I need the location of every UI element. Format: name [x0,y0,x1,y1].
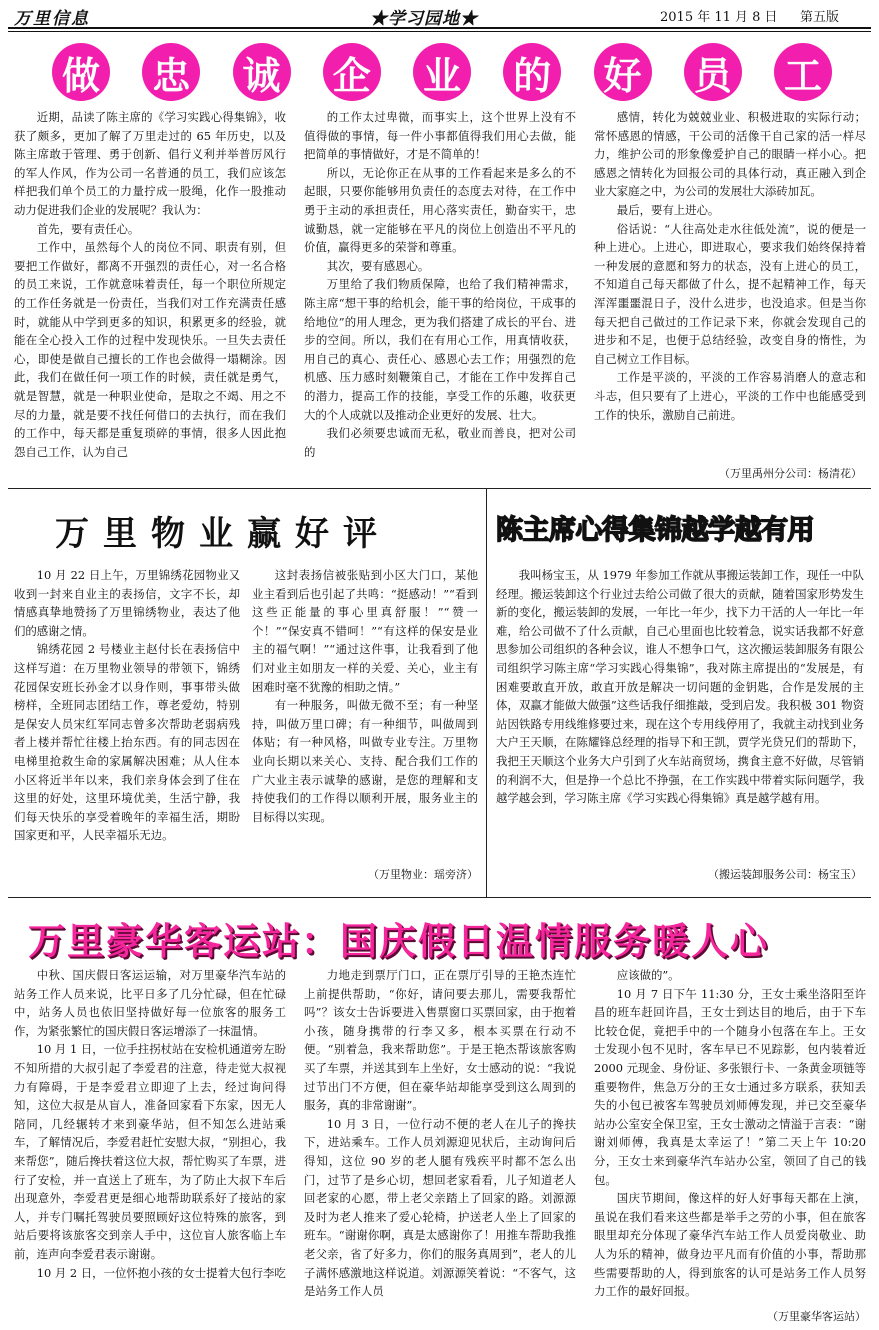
article1-col-2 [304,108,576,458]
paragraph: 国庆节期间，像这样的好人好事每天都在上演，虽说在我们看来这些都是举手之劳的小事，但在旅客眼里却充分体现了豪华汽车站工作人员爱岗敬业、助人为乐的精神，做身边平凡而有价值的小事，帮助那些需要帮助的人，得到旅客的认可是站务工作人员努力工作的最好回报。 [594,1191,866,1299]
paragraph: 锦绣花园 2 号楼业主赵付长在表扬信中这样写道：在万里物业领导的带领下，锦绣花园保安班长孙金才以身作则，事事带头做榜样，全班同志团结工作，尊老爱幼，特别是保安人员宋红军同志曾多次帮助老弱病残者上楼并帮忙往楼上抬东西。有的同志因在电梯里抢救生命的家属解决困难；从人住本小区将近半年以来，我们亲身体会到了住在这里的好处，这里环境优美，生活宁静，我们每天快乐的享受着晚年的幸福生活，期盼国家更和平，人民幸福乐无边。 [14,642,240,843]
paragraph: 工作是平淡的，平淡的工作容易消磨人的意志和斗志，但只要有了上进心，平淡的工作中也能感受到工作的快乐，激励自己前进。 [594,370,866,422]
paragraph: 力地走到票厅门口，正在票厅引导的王艳杰连忙上前提供帮助，“你好，请问要去那儿，需要我帮忙吗”？该女士告诉要进入售票窗口买票回家，由于抱着小孩，随身携带的行李又多，根本买票在行动不便。“别着急，我来帮助您”。于是王艳杰帮该旅客购买了车票，并送其到车上坐好，女士感动的说：“我说过节出门不方便，但在豪华站却能享受到这么周到的服务，真的非常谢谢”。 [304,968,576,1113]
paragraph: 最后，要有上进心。 [616,202,720,217]
paragraph: 首先，要有责任心。 [36,221,140,236]
section-title: ★学习园地★ [370,9,478,29]
header-rule-thin [8,31,871,32]
paragraph: 工作中，虽然每个人的岗位不同、职责有别，但要把工作做好，都离不开强烈的责任心，对一名合格的员工来说，工作就意味着责任，每一个职位所规定的工作任务就是一份责任，当我们对工作充满责任感时，就能从中学到更多的知识，积累更多的经验，就能在全心投入工作的过程中发现快乐。一旦失去责任心，即使是做自己擅长的工作也会做得一塌糊涂。因此，我们在做任何一项工作的时候，责任就是勇气，就是智慧，就是一种职业使命，是取之不竭、用之不尽的力量，就是要不找任何借口的去执行，而在我们的工作中，每天都是重复琐碎的事情，很多人因此抱怨自己工作，认为自己 [14,240,286,458]
title-char: 工 [774,43,832,101]
divider [486,488,487,898]
paragraph: 中秋、国庆假日客运运输，对万里豪华汽车站的站务工作人员来说，比平日多了几分忙碌，但在忙碌中，站务人员也依旧坚持做好每一位旅客的服务工作，为紧张繁忙的国庆假日客运增添了一抹温情。 [14,968,286,1038]
masthead: 万里信息 [14,9,90,29]
divider [8,897,871,898]
paragraph: 有一种服务，叫做无微不至；有一种坚持，叫做万里口碑；有一种细节，叫做周到体贴；有一种风格，叫做专业专注。万里物业向长期以来关心、支持、配合我们工作的广大业主表示诚挚的感谢，是您的理解和支持使我们的工作得以顺利开展，服务业主的目标得以实现。 [252,698,478,824]
paragraph: 这封表扬信被张贴到小区大门口，某他业主看到后也引起了共鸣：“挺感动！”“看到这些正能量的事心里真舒服！”“赞一个！”“保安真不错呵！”“有这样的保安是业主的福气啊！”“通过这件事，让我看到了他们对业主如朋友一样的关爱、关心，业主有困难时毫不犹豫的相助之情。” [252,568,478,694]
title-char: 业 [413,43,471,101]
article4-col-3 [594,966,866,1304]
paragraph: 感情，转化为兢兢业业、积极进取的实际行动；常怀感恩的情感，干公司的活像干自己家的活一样尽力，维护公司的形象像爱护自己的眼睛一样小心。把感恩之情转化为回报公司的具体行动，真正融入到企业大家庭之中，为公司的发展壮大添砖加瓦。 [594,110,866,199]
title-char: 企 [323,43,381,101]
page-header [0,0,879,28]
article4-byline: （万里豪华客运站） [767,1310,866,1323]
paragraph: 10 月 1 日，一位手拄拐杖站在安检机通道旁左盼不知所措的大叔引起了李爱君的注意，待走觉大叔视力有障碍，于是李爱君立即迎了上去，经过询问得知，这位大叔是从盲人，准备回家看下东家，因无人陪同，几经辗转才来到豪华站，但不知怎么进站乘车，了解情况后，李爱君赶忙安慰大叔，“别担心，我来帮您”，随后搀扶着这位大叔，帮忙购买了车票，进行了安检，并一直送上了班车，为了防止大叔下车后出现意外，李爱君更是细心地帮助联系好了接站的家人，并专门嘱托驾驶员要照顾好这位特殊的旅客，到站后要将该旅客交到亲人手中，这位盲人旅客临上车前，连声向李爱君表示谢谢。 [14,1042,286,1261]
article3-body [496,566,864,858]
title-char: 做 [52,43,110,101]
paragraph: 我叫杨宝玉，从 1979 年参加工作就从事搬运装卸工作，现任一中队经理。搬运装卸这个行业过去给公司做了很大的贡献，随着国家形势发生新的变化，搬运装卸的发展，一年比一年少，找下力干活的人一年比一年难，给公司做不了什么贡献，自己心里面也比较着急，说实话我都不好意思参加公司组织的各种会议，谁人不想争口气，这次搬运装卸服务有限公司组织学习陈主席“学习实践心得集锦”，我对陈主席提出的“发展是，有困难要敢直开放，敢直开放是解决一切问题的金钥匙，合作是发展的主体，双赢才能做大做强”这些话我仔细推敲，受到启发。我积极 301 物资站因铁路专用线维修要过来，现在这个专用线停用了，我就主动找到业务大户王天顺，在陈耀锋总经理的指导下和王凯，贾学光贷兄们的帮助下，我把王天顺这个业务大户引到了火车站商贸场，携食主意不好做，尽管销的利润不大，但是挣一个总比不挣强，在工作实践中带着实际问题学，我越学越会到，学习陈主席《学习实践心得集锦》真是越学越有用。 [496,568,864,806]
issue-date: 2015 年 11 月 8 日 [660,10,778,25]
paragraph: 10 月 2 日，一位怀抱小孩的女士提着大包行李吃 [36,1265,286,1280]
paragraph: 我们必须要忠诚而无私，敬业而善良，把对公司的 [304,426,576,458]
article4-col-2 [304,966,576,1322]
paragraph: 应该做的”。 [616,968,680,982]
paragraph: 10 月 22 日上午，万里锦绣花园物业又收到一封来自业主的表扬信，文字不长，却情感真挚地赞扬了万里锦绣物业，表达了他们的感谢之情。 [14,568,240,638]
article4-col-1 [14,966,286,1322]
article3-byline: （搬运装卸服务公司：杨宝玉） [708,868,862,881]
article1-col-1 [14,108,286,458]
paragraph: 俗话说：“人往高处走水往低处流”，说的便是一种上进心。上进心，即进取心，要求我们始终保持着一种发展的意愿和努力的状态，没有上进心的员工，不知道自己每天都做了什么，提不起精神工作，每天浑浑噩噩混日子，没什么进步，也没追求。但是当你每天把自己做过的工作记录下来，你就会发现自己的进步和不足，也便于总结经验，改变自身的惰性，为自己树立工作目标。 [594,221,866,366]
paragraph: 的工作太过卑微，而事实上，这个世界上没有不值得做的事情，每一件小事都值得我们用心去做，能把简单的事情做好，才是不简单的！ [304,110,576,162]
article2-title: 万里物业赢好评 [55,514,391,554]
article4-title: 万里豪华客运站：国庆假日温情服务暖人心 [28,920,769,963]
title-char: 好 [594,43,652,101]
page-number: 第五版 [800,10,840,25]
article1-body [14,108,866,458]
article2-col-1 [14,566,240,866]
article3-text [496,566,864,858]
article4-body [14,966,866,1322]
paragraph: 其次，要有感恩心。 [326,258,430,273]
article2-byline: （万里物业：瑶旁济） [368,868,478,881]
title-char: 的 [503,43,561,101]
header-rule [8,27,871,29]
article1-title [52,42,832,102]
divider [8,488,871,489]
paragraph: 近期，品读了陈主席的《学习实践心得集锦》，收获了颇多，更加了解了万里走过的 65 年历史，以及陈主席敢于管理、勇于创新、倡行义利并举普厉风行的军人作风，作为公司一名普通的员工，我们应该怎样把我们单个员工的力量拧成一股绳，化作一股推动动力促进我们企业的发展呢？我认为： [14,110,286,217]
title-char: 诚 [233,43,291,101]
title-char: 员 [684,43,742,101]
paragraph: 10 月 7 日下午 11:30 分，王女士乘坐洛阳至许昌的班车赶回许昌，王女士到达目的地后，由于下车比较仓促，竟把手中的一个随身小包落在车上。王女士发现小包不见时，客车早已不见踪影，包内装着近 2000 元现金、身份证、多张银行卡、一条黄金项链等重要物件，焦急万分的王女士通过多方联系，获知丢失的小包已被客车驾驶员刘师傅发现，并已交至豪华站办公室安全保卫室，王女士激动之情溢于言表：“谢谢刘师傅，我真是太幸运了！”第二天上午 10:20 分，王女士来到豪华汽车站办公室，领回了自己的钱包。 [594,986,866,1187]
article2-col-2 [252,566,478,866]
article3-title: 陈主席心得集锦越学越有用 [496,515,814,546]
paragraph: 万里给了我们物质保障，也给了我们精神需求，陈主席“想干事的给机会，能干事的给岗位，干成事的给地位”的用人理念，更为我们搭建了成长的平台、进步的空间。所以，我们在有用心工作，用真情收获，用自己的真心、责任心、感恩心去工作；用强烈的危机感、压力感时刻鞭策自己，才能在工作中发挥自己的潜力，提高工作的技能，享受工作的乐趣，收获更大的个人成就以及推动企业更好的发展、壮大。 [304,277,576,422]
paragraph: 10 月 3 日，一位行动不便的老人在儿子的搀扶下，进站乘车。工作人员刘源迎见状后，主动询问后得知，这位 90 岁的老人腿有残疾平时都不怎么出门，过节了是乡心切，想回老家看看，儿子知道老人回老家的心愿，带上老父亲踏上了回家的路。刘源源及时为老人推来了爱心轮椅，护送老人坐上了回家的班车。“谢谢你啊，真是太感谢你了！用推车帮助我推老父亲，省了好多力，你们的服务真周到”，老人的儿子满怀感激地这样说道。刘源源笑着说：“不客气，这是站务工作人员 [304,1116,576,1299]
paragraph: 所以，无论你正在从事的工作看起来是多么的不起眼，只要你能够用负责任的态度去对待，在工作中勇于主动的承担责任，用心落实责任，勤奋实干，忠诚勤恳，就一定能够在平凡的岗位上创造出不平凡的价值，赢得更多的荣誉和尊重。 [304,165,576,255]
title-char: 忠 [142,43,200,101]
article1-col-3 [594,108,866,458]
article1-byline: （万里禹州分公司：杨清花） [719,467,862,480]
article2-body [14,566,478,866]
